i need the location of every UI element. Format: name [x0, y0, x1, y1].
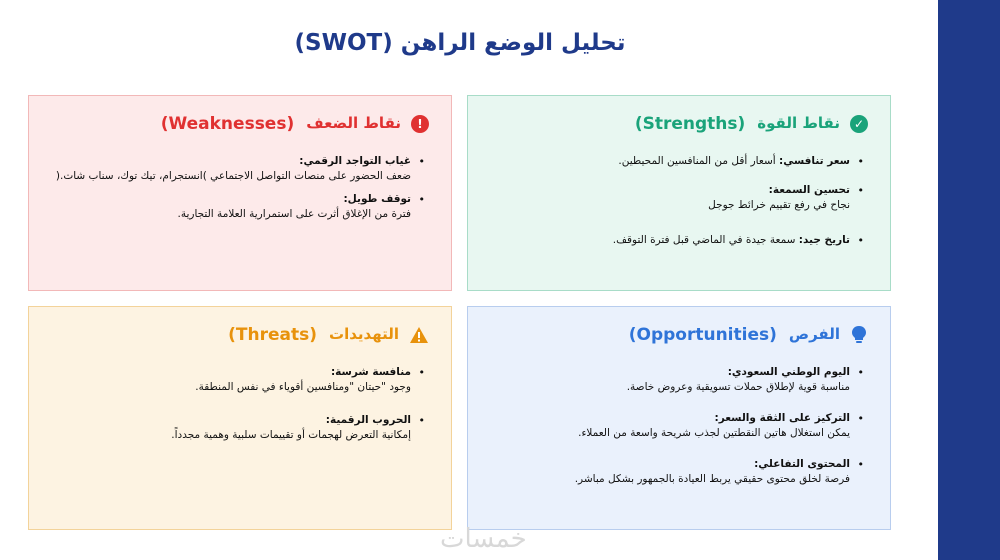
page-title: تحليل الوضع الراهن (SWOT)	[294, 30, 626, 56]
list-item: • غياب التواجد الرقمي: ضعف الحضور على منصات التواصل الاجتماعي )انستجرام، تيك توك، سناب شات.(	[47, 154, 411, 184]
weaknesses-list	[47, 154, 429, 234]
opportunities-title-ar: الفرص	[788, 325, 840, 343]
list-item: • تحسين السمعة: نجاح في رفع تقييم خرائط جوجل	[486, 183, 850, 213]
opportunities-box	[467, 306, 891, 530]
weaknesses-box	[28, 95, 452, 291]
list-item: • التركيز على الثقة والسعر: يمكن استغلال هاتين النقطتين لجذب شريحة واسعة من العملاء.	[486, 411, 850, 441]
watermark: خمسات	[440, 524, 527, 554]
check-circle-icon: ✓	[850, 115, 868, 133]
exclamation-circle-icon: !	[411, 115, 429, 133]
strengths-box	[467, 95, 891, 291]
opportunities-header	[629, 325, 868, 345]
weaknesses-header	[161, 114, 429, 134]
threats-list	[47, 365, 429, 455]
warning-triangle-icon	[409, 326, 429, 344]
threats-box	[28, 306, 452, 530]
list-item: • منافسة شرسة: وجود "حيتان "ومنافسين أقوياء في نفس المنطقة.	[47, 365, 411, 395]
strengths-title-en: (Strengths)	[634, 114, 746, 134]
list-item: • توقف طويل: فترة من الإغلاق أثرت على استمرارية العلامة التجارية.	[47, 192, 411, 222]
list-item: • اليوم الوطني السعودي: مناسبة قوية لإطلاق حملات تسويقية وعروض خاصة.	[486, 365, 850, 395]
list-item: • المحتوى التفاعلي: فرصة لخلق محتوى حقيقي يربط العيادة بالجمهور بشكل مباشر.	[486, 457, 850, 487]
strengths-header	[635, 114, 868, 134]
weaknesses-title-en: (Weaknesses)	[160, 114, 295, 134]
weaknesses-title-ar: نقاط الضعف	[306, 114, 401, 132]
threats-title-en: (Threats)	[228, 325, 318, 345]
list-item: • الحروب الرقمية: إمكانية التعرض لهجمات أو تقييمات سلبية وهمية مجدداً.	[47, 413, 411, 443]
opportunities-title-en: (Opportunities)	[628, 325, 777, 345]
opportunities-list	[486, 365, 868, 499]
threats-header	[228, 325, 429, 345]
side-accent-bar	[938, 0, 1000, 560]
threats-title-ar: التهديدات	[329, 325, 399, 343]
strengths-title-ar: نقاط القوة	[757, 114, 840, 132]
list-item: • سعر تنافسي: أسعار أقل من المنافسين المحيطين.	[486, 154, 850, 169]
list-item: • تاريخ جيد: سمعة جيدة في الماضي قبل فترة التوقف.	[486, 233, 850, 248]
strengths-list	[486, 154, 868, 260]
lightbulb-icon	[850, 325, 868, 345]
